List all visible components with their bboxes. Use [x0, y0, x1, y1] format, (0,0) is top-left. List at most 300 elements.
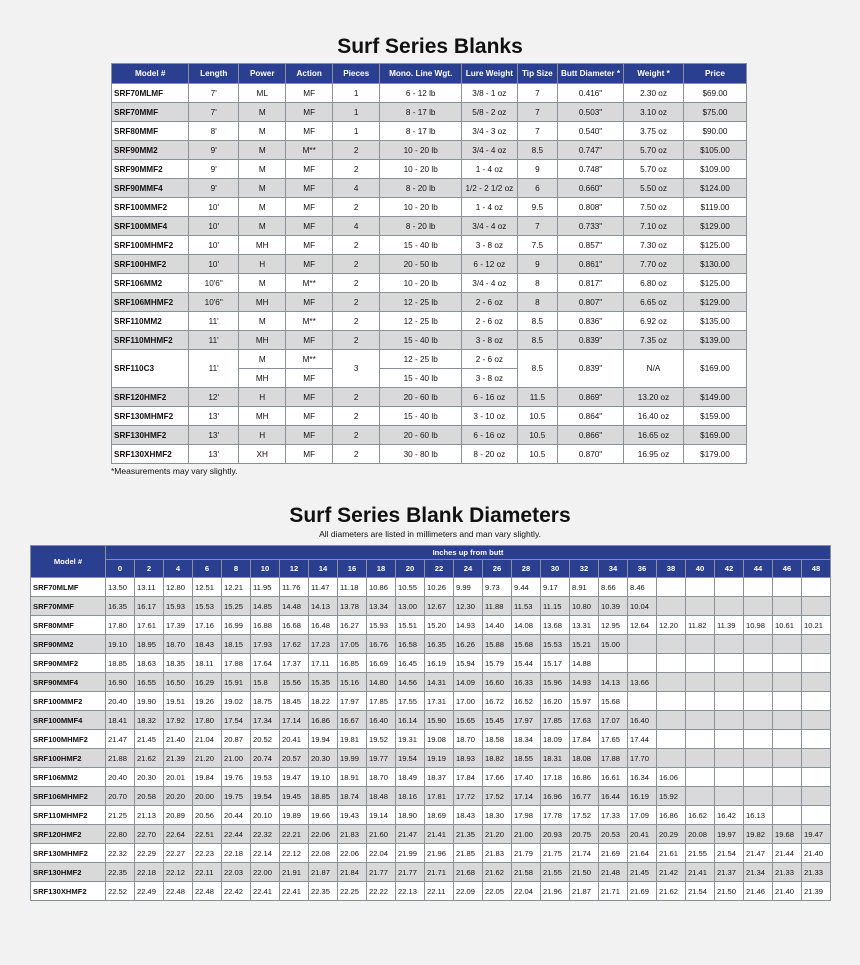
diameter-cell: 17.81	[425, 787, 454, 806]
table-cell: 15 - 40 lb	[380, 369, 462, 388]
inch-col-header: 48	[802, 560, 831, 578]
table-cell: M	[238, 141, 285, 160]
diameter-cell: 20.00	[193, 787, 222, 806]
table-cell: 2	[332, 274, 379, 293]
table-cell: 0.839"	[557, 350, 623, 388]
diameter-cell: 15.21	[570, 635, 599, 654]
diameter-cell	[657, 692, 686, 711]
diameter-cell	[744, 692, 773, 711]
model-cell: SRF100MHMF2	[31, 730, 106, 749]
diameter-cell: 14.56	[396, 673, 425, 692]
diameter-cell: 17.84	[570, 730, 599, 749]
diameter-cell: 18.93	[454, 749, 483, 768]
table-row	[31, 597, 831, 616]
diameter-cell: 16.99	[222, 616, 251, 635]
diameter-cell: 16.40	[367, 711, 396, 730]
diameter-cell: 20.56	[193, 806, 222, 825]
diameter-cell: 19.76	[222, 768, 251, 787]
table-row	[31, 578, 831, 597]
diameter-cell: 20.58	[135, 787, 164, 806]
diameter-cell: 13.78	[338, 597, 367, 616]
diameter-cell: 21.20	[483, 825, 512, 844]
table-cell: 0.747"	[557, 141, 623, 160]
table-cell: 8.5	[517, 141, 557, 160]
diameter-cell: 15.00	[599, 635, 628, 654]
diameter-cell: 15.35	[309, 673, 338, 692]
diameter-cell: 15.90	[425, 711, 454, 730]
table-cell: 5.70 oz	[624, 160, 684, 179]
model-cell: SRF70MMF	[112, 103, 189, 122]
diameter-cell: 16.44	[599, 787, 628, 806]
table-row	[31, 844, 831, 863]
diameter-cell: 16.86	[570, 768, 599, 787]
diameter-cell: 16.33	[512, 673, 541, 692]
diameter-cell: 20.08	[686, 825, 715, 844]
diameter-cell: 16.58	[396, 635, 425, 654]
table-row	[112, 293, 747, 312]
diameter-cell: 19.51	[164, 692, 193, 711]
table-cell: 20 - 50 lb	[380, 255, 462, 274]
diameter-cell: 21.25	[106, 806, 135, 825]
diameter-cell	[715, 578, 744, 597]
table-cell: 11'	[189, 350, 239, 388]
table-row	[31, 730, 831, 749]
table-cell: 3 - 10 oz	[461, 407, 517, 426]
diameter-cell: 15.88	[483, 635, 512, 654]
diameter-cell: 22.12	[280, 844, 309, 863]
diameter-cell: 21.47	[744, 844, 773, 863]
table-cell: 1	[332, 103, 379, 122]
diameters-title: Surf Series Blank Diameters	[289, 504, 571, 527]
diameter-cell: 9.73	[483, 578, 512, 597]
diameter-cell: 21.96	[425, 844, 454, 863]
diameter-cell: 17.44	[628, 730, 657, 749]
diameter-cell: 22.05	[483, 882, 512, 901]
diameter-cell: 16.67	[338, 711, 367, 730]
table-cell: 6 - 12 oz	[461, 255, 517, 274]
diameter-cell: 12.95	[599, 616, 628, 635]
table-row	[31, 692, 831, 711]
diameter-cell	[802, 692, 831, 711]
model-header: Model #	[31, 546, 106, 578]
diameter-cell	[802, 597, 831, 616]
diameter-cell: 22.27	[164, 844, 193, 863]
table-cell: 3/4 - 4 oz	[461, 141, 517, 160]
table-cell: 2 - 6 oz	[461, 312, 517, 331]
table-cell: H	[238, 388, 285, 407]
table-row	[31, 616, 831, 635]
diameter-cell	[715, 730, 744, 749]
table-cell: 2	[332, 236, 379, 255]
diameter-cell	[773, 578, 802, 597]
diameter-cell	[628, 692, 657, 711]
diameter-cell: 10.61	[773, 616, 802, 635]
diameter-cell: 17.92	[164, 711, 193, 730]
diameter-cell: 17.52	[483, 787, 512, 806]
diameter-cell	[657, 711, 686, 730]
diameter-cell: 21.55	[686, 844, 715, 863]
diameter-cell: 15.68	[512, 635, 541, 654]
diameter-cell: 20.89	[164, 806, 193, 825]
table-cell: 4	[332, 179, 379, 198]
diameter-cell	[686, 635, 715, 654]
diameter-cell: 8.66	[599, 578, 628, 597]
diameters-table	[30, 545, 831, 901]
diameter-cell: 21.40	[773, 882, 802, 901]
diameter-cell: 18.75	[251, 692, 280, 711]
table-cell: 10'	[189, 198, 239, 217]
diameter-cell: 10.55	[396, 578, 425, 597]
table-cell: 2	[332, 407, 379, 426]
inch-col-header: 18	[367, 560, 396, 578]
model-cell: SRF130XHMF2	[31, 882, 106, 901]
diameter-cell: 15.92	[657, 787, 686, 806]
inch-col-header: 4	[164, 560, 193, 578]
diameter-cell: 18.90	[396, 806, 425, 825]
diameter-cell	[715, 711, 744, 730]
diameter-cell	[715, 692, 744, 711]
table-cell: MF	[286, 445, 332, 464]
diameter-cell: 13.00	[396, 597, 425, 616]
diameter-cell: 15.65	[454, 711, 483, 730]
diameter-cell: 21.44	[773, 844, 802, 863]
table-cell: 7.70 oz	[624, 255, 684, 274]
diameter-cell: 21.47	[106, 730, 135, 749]
diameter-cell: 16.29	[193, 673, 222, 692]
diameter-cell: 21.77	[396, 863, 425, 882]
diameter-cell: 11.18	[338, 578, 367, 597]
diameter-cell	[657, 597, 686, 616]
table-cell: 10'	[189, 255, 239, 274]
diameter-cell	[628, 635, 657, 654]
diameter-cell: 12.51	[193, 578, 222, 597]
diameter-cell: 14.48	[280, 597, 309, 616]
table-cell: 15 - 40 lb	[380, 236, 462, 255]
diameter-cell	[773, 749, 802, 768]
diameter-cell: 19.84	[193, 768, 222, 787]
diameter-cell: 15.44	[512, 654, 541, 673]
table-cell: 11'	[189, 312, 239, 331]
blanks-title: Surf Series Blanks	[337, 35, 523, 58]
table-cell: H	[238, 255, 285, 274]
diameter-cell: 10.39	[599, 597, 628, 616]
diameter-cell: 22.06	[309, 825, 338, 844]
diameter-cell: 10.26	[425, 578, 454, 597]
table-cell: M	[238, 160, 285, 179]
inch-col-header: 8	[222, 560, 251, 578]
diameter-cell: 21.33	[802, 863, 831, 882]
inch-col-header: 38	[657, 560, 686, 578]
table-row	[31, 654, 831, 673]
table-row	[112, 312, 747, 331]
inch-col-header: 16	[338, 560, 367, 578]
table-cell: 20 - 60 lb	[380, 426, 462, 445]
diameter-cell: 21.48	[599, 863, 628, 882]
diameter-cell	[802, 787, 831, 806]
model-cell: SRF130HMF2	[112, 426, 189, 445]
diameter-cell	[715, 597, 744, 616]
diameter-cell: 17.97	[512, 711, 541, 730]
blanks-col-header: Lure Weight	[461, 64, 517, 84]
table-cell: 6 - 12 lb	[380, 84, 462, 103]
table-cell: MF	[286, 160, 332, 179]
diameter-cell: 21.55	[541, 863, 570, 882]
table-cell: 8.5	[517, 331, 557, 350]
diameter-cell: 21.71	[599, 882, 628, 901]
diameter-cell: 15.91	[222, 673, 251, 692]
diameter-cell	[744, 711, 773, 730]
diameter-cell: 19.47	[280, 768, 309, 787]
diameter-cell: 18.11	[193, 654, 222, 673]
table-cell: 8	[517, 274, 557, 293]
table-cell: 10 - 20 lb	[380, 141, 462, 160]
diameter-cell: 9.17	[541, 578, 570, 597]
table-cell: M	[238, 217, 285, 236]
diameter-cell: 20.74	[251, 749, 280, 768]
table-cell: 4	[332, 217, 379, 236]
table-cell: 2 - 6 oz	[461, 350, 517, 369]
diameter-cell: 21.50	[715, 882, 744, 901]
diameter-cell: 17.88	[599, 749, 628, 768]
model-cell: SRF80MMF	[112, 122, 189, 141]
table-row	[31, 806, 831, 825]
diameter-cell: 9.99	[454, 578, 483, 597]
table-cell: 0.748"	[557, 160, 623, 179]
model-cell: SRF70MLMF	[112, 84, 189, 103]
diameter-cell: 16.90	[106, 673, 135, 692]
diameter-cell: 16.96	[541, 787, 570, 806]
table-cell: 0.660"	[557, 179, 623, 198]
model-cell: SRF130MHMF2	[31, 844, 106, 863]
table-row	[31, 863, 831, 882]
inch-col-header: 26	[483, 560, 512, 578]
diameter-cell: 21.69	[628, 882, 657, 901]
table-cell: 3/4 - 4 oz	[461, 217, 517, 236]
diameter-cell: 16.52	[512, 692, 541, 711]
inch-col-header: 22	[425, 560, 454, 578]
table-cell: 15 - 40 lb	[380, 407, 462, 426]
diameter-cell: 21.87	[570, 882, 599, 901]
diameter-cell: 16.76	[367, 635, 396, 654]
table-cell: MF	[286, 388, 332, 407]
table-cell: 2 - 6 oz	[461, 293, 517, 312]
diameter-cell: 16.40	[628, 711, 657, 730]
diameter-cell: 18.30	[483, 806, 512, 825]
table-cell: M**	[286, 350, 332, 369]
diameter-cell: 20.01	[164, 768, 193, 787]
diameter-cell: 21.54	[686, 882, 715, 901]
inch-col-header: 0	[106, 560, 135, 578]
diameter-cell: 15.93	[164, 597, 193, 616]
inch-col-header: 2	[135, 560, 164, 578]
diameter-cell: 21.00	[222, 749, 251, 768]
diameter-cell: 17.54	[222, 711, 251, 730]
diameter-cell: 20.52	[251, 730, 280, 749]
diameter-cell: 20.53	[599, 825, 628, 844]
diameter-cell: 13.34	[367, 597, 396, 616]
diameter-cell: 18.15	[222, 635, 251, 654]
table-cell: MF	[286, 103, 332, 122]
diameter-cell: 18.43	[193, 635, 222, 654]
diameter-cell: 8.46	[628, 578, 657, 597]
model-cell: SRF130HMF2	[31, 863, 106, 882]
diameter-cell	[657, 730, 686, 749]
inch-col-header: 28	[512, 560, 541, 578]
diameter-cell: 17.37	[280, 654, 309, 673]
table-row	[31, 635, 831, 654]
diameter-cell: 21.58	[512, 863, 541, 882]
table-row	[112, 350, 747, 369]
inch-col-header: 6	[193, 560, 222, 578]
model-cell: SRF70MLMF	[31, 578, 106, 597]
table-cell: 1 - 4 oz	[461, 198, 517, 217]
table-cell: 10 - 20 lb	[380, 198, 462, 217]
table-cell: 3/8 - 1 oz	[461, 84, 517, 103]
table-cell: MF	[286, 179, 332, 198]
diameter-cell: 22.35	[309, 882, 338, 901]
blanks-col-header: Weight *	[624, 64, 684, 84]
table-cell: 0.861"	[557, 255, 623, 274]
table-cell: 3	[332, 350, 379, 388]
diameter-cell	[686, 730, 715, 749]
diameters-subtitle: All diameters are listed in millimeters and man vary slightly.	[319, 529, 541, 539]
table-cell: 3 - 8 oz	[461, 331, 517, 350]
diameter-cell: 22.06	[338, 844, 367, 863]
diameter-cell: 21.87	[309, 863, 338, 882]
diameter-cell: 16.86	[309, 711, 338, 730]
table-cell: 8 - 20 oz	[461, 445, 517, 464]
diameter-cell: 21.74	[570, 844, 599, 863]
model-cell: SRF106MM2	[31, 768, 106, 787]
model-cell: SRF100MHMF2	[112, 236, 189, 255]
diameter-cell: 13.66	[628, 673, 657, 692]
diameter-cell: 22.12	[164, 863, 193, 882]
table-row	[31, 882, 831, 901]
diameter-cell: 18.37	[425, 768, 454, 787]
model-cell: SRF100HMF2	[31, 749, 106, 768]
model-cell: SRF106MHMF2	[31, 787, 106, 806]
diameter-cell: 22.44	[222, 825, 251, 844]
diameter-cell: 21.64	[628, 844, 657, 863]
diameter-cell: 16.19	[425, 654, 454, 673]
model-cell: SRF70MMF	[31, 597, 106, 616]
diameter-cell: 16.61	[599, 768, 628, 787]
diameter-cell: 15.79	[483, 654, 512, 673]
diameter-cell: 22.48	[193, 882, 222, 901]
diameter-cell: 14.08	[512, 616, 541, 635]
diameter-cell: 11.88	[483, 597, 512, 616]
diameter-cell: 10.98	[744, 616, 773, 635]
diameter-cell: 16.77	[570, 787, 599, 806]
table-cell: 9.5	[517, 198, 557, 217]
table-row	[112, 198, 747, 217]
table-cell: 1	[332, 84, 379, 103]
diameter-cell	[802, 730, 831, 749]
diameter-cell: 15.51	[396, 616, 425, 635]
table-cell: 3 - 8 oz	[461, 369, 517, 388]
diameter-cell: 19.08	[425, 730, 454, 749]
table-cell: 5.50 oz	[624, 179, 684, 198]
blanks-col-header: Mono. Line Wgt.	[380, 64, 462, 84]
table-row	[112, 217, 747, 236]
diameter-cell: 21.33	[773, 863, 802, 882]
diameter-cell: 22.41	[251, 882, 280, 901]
blanks-header-row	[112, 64, 747, 84]
diameter-cell	[773, 597, 802, 616]
diameter-cell: 20.87	[222, 730, 251, 749]
diameter-cell: 10.86	[367, 578, 396, 597]
diameter-cell: 20.41	[628, 825, 657, 844]
table-cell: 0.416"	[557, 84, 623, 103]
table-cell: 10'6"	[189, 293, 239, 312]
diameter-cell: 14.31	[425, 673, 454, 692]
model-cell: SRF100MMF2	[112, 198, 189, 217]
diameter-cell: 22.00	[251, 863, 280, 882]
diameter-cell: 11.15	[541, 597, 570, 616]
diameter-cell: 18.31	[541, 749, 570, 768]
table-cell: 15 - 40 lb	[380, 331, 462, 350]
diameter-cell: 17.11	[309, 654, 338, 673]
diameter-cell: 19.53	[251, 768, 280, 787]
diameter-cell: 21.40	[802, 844, 831, 863]
diameter-cell	[686, 711, 715, 730]
diameter-cell	[744, 730, 773, 749]
diameter-cell: 21.41	[686, 863, 715, 882]
table-cell: 1 - 4 oz	[461, 160, 517, 179]
table-row	[112, 388, 747, 407]
model-cell: SRF90MMF4	[31, 673, 106, 692]
diameter-cell: 21.88	[106, 749, 135, 768]
diameter-cell: 17.64	[251, 654, 280, 673]
diameter-cell: 17.88	[222, 654, 251, 673]
table-cell: $75.00	[683, 103, 746, 122]
table-cell: 0.807"	[557, 293, 623, 312]
table-cell: MF	[286, 331, 332, 350]
diameter-cell: 17.33	[599, 806, 628, 825]
diameter-cell	[657, 654, 686, 673]
diameter-cell: 16.45	[396, 654, 425, 673]
diameter-cell: 17.16	[193, 616, 222, 635]
table-cell: 3 - 8 oz	[461, 236, 517, 255]
table-cell: 13'	[189, 407, 239, 426]
table-cell: 0.839"	[557, 331, 623, 350]
table-cell: 2.30 oz	[624, 84, 684, 103]
table-cell: 7'	[189, 103, 239, 122]
table-cell: 0.869"	[557, 388, 623, 407]
table-row	[112, 407, 747, 426]
diameter-cell: 16.48	[309, 616, 338, 635]
model-cell: SRF110C3	[112, 350, 189, 388]
diameter-cell: 17.09	[628, 806, 657, 825]
table-cell: 2	[332, 160, 379, 179]
diameter-cell: 21.39	[164, 749, 193, 768]
diameter-cell: 18.49	[396, 768, 425, 787]
diameter-cell: 21.42	[657, 863, 686, 882]
diameter-cell	[802, 711, 831, 730]
table-cell: 10.5	[517, 407, 557, 426]
table-cell: H	[238, 426, 285, 445]
diameter-cell: 19.45	[280, 787, 309, 806]
inch-col-header: 14	[309, 560, 338, 578]
diameter-cell: 16.27	[338, 616, 367, 635]
table-cell: $130.00	[683, 255, 746, 274]
diameter-cell: 21.46	[744, 882, 773, 901]
diameter-cell: 21.96	[541, 882, 570, 901]
diameter-cell: 15.25	[222, 597, 251, 616]
diameter-cell: 18.58	[483, 730, 512, 749]
diameter-cell: 15.53	[541, 635, 570, 654]
table-cell: $169.00	[683, 350, 746, 388]
